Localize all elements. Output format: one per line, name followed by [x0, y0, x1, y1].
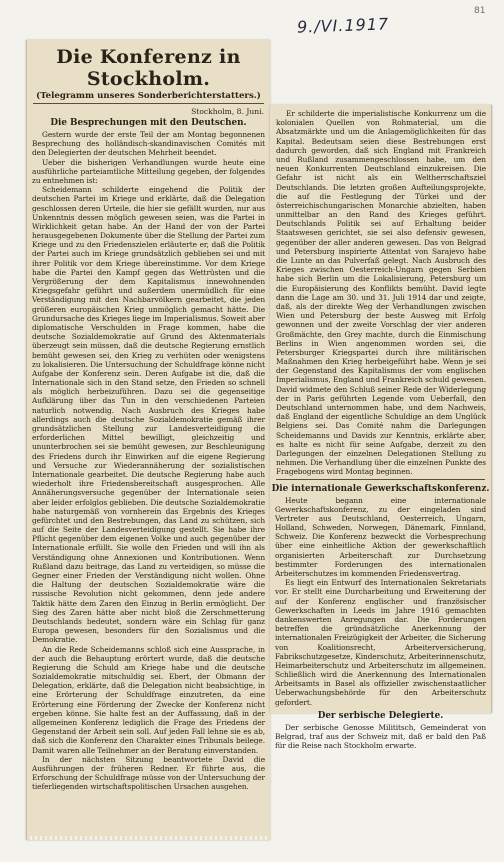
right-article-body: [270, 105, 491, 477]
clipping-left-column: [26, 40, 270, 840]
dateline: Stockholm, 8. Juni.: [191, 107, 264, 116]
torn-edge: [27, 836, 270, 840]
article-subtitle: (Telegramm unseres Sonderberichterstatters.): [36, 91, 261, 101]
paragraph: Es liegt ein Entwurf des Internationalen Sekretariats vor. Er stellt eine Durcharbeitung und Erweiterung der auf der Konferenz englischer und französischer Gewerkschaften in Leeds im Jahre 1916 gemachten dankenswerten Anregungen dar. Die Forderungen betreffen die gründsätzliche Anerkennung der internationalen Freizügigkeit der Arbeiter, die Sicherung von Koalitionsrecht, Arbeiterversicherung, Fabrikschutzgesetze, Kinderschutz, Arbeiterinnenschutz, Heimarbeiterschutz und Arbeiterschutz im allgemeinen. Schließlich wird die Anerkennung des Internationalen Arbeitsamts in Basel als offizieller zwischenstaatlicher Ueberwachungsbehörde für den Arbeiterschutz gefordert.: [275, 578, 486, 707]
paragraph: Ueber die bisherigen Verhandlungen wurde heute eine ausführliche parteiamtliche Mitteilung gegeben, der folgendes zu entnehmen ist:: [32, 157, 265, 185]
paragraph: Der serbische Genosse Milititsch, Gemeinderat von Belgrad, traf aus der Schweiz mit, daß er bald den Paß für die Reise nach Stockholm erwarte.: [275, 722, 486, 751]
paragraph: Scheidemann schilderte eingehend die Politik der deutschen Partei im Kriege und erklärte, daß die Delegation geschlossen deren Urteile, die hier sie gefällt wurden, nur aus Unkenntnis dessen möglich gewesen seien, was die Partei in Wirklichkeit getan habe. An der Hand der von der Partei herausgegebenen Dokumente über die Stellung der Partei zum Kriege und zu den Friedenszielen erläuterte er, daß die Politik der Partei auch im Kriege grundsätzlich geblieben sei und mit ihrer Politik vor dem Kriege übereinstimme. Vor dem Kriege habe die Partei den Kampf gegen das Wettrüsten und die Vergrößerung der dem Kapitalismus innewohnenden Kriegsgefahr geführt und außerdem unermüdlich für eine Verständigung mit den Nachbarvölkern gearbeitet, die jeden größeren europäischen Krieg unmöglich gemacht hätte. Die Grundursache des Krieges liege im Imperialismus. Soweit aber diplomatische Verschulden in Frage kommen, habe die deutsche Sozialdemokratie auf Grund des Aktenmaterials überzeugt sein müssen, daß die deutsche Regierung ernstlich bemüht gewesen sei, den Krieg zu verhüten oder wenigstens zu lokalisieren. Die Untersuchung der Schuldfrage könne nicht Aufgabe der Konferenz sein. Deren Aufgabe ist die, daß die Internationale sich in den Stand setze, den Frieden so schnell als möglich herbeizuführen. Dazu sei die gegenseitige Aufklärung über das Tun in den verschiedenen Parteien naturlich notwendig. Nach Ausbruch des Krieges habe allerdings auch die deutsche Sozialdemokratie gemäß ihrer grundsätzlichen Stellung zur Landesverteidigung die erforderlichen Mittel bewilligt, gleichzeitig und ununterbrochen sei sie bemüht gewesen, zur Beschleunigung des Friedens durch ihr Einwirken auf die eigene Regierung und Versuche zur Wiederannäherung der sozialistischen Internationale gearbeitet. Die deutsche Regierung habe auch wiederholt ihre Friedensbereitschaft ausgesprochen. Alle Annäherungsversuche gegenüber der Internationale seien aber leider erfolglos geblieben. Die deutsche Sozialdemokratie habe naturgemäß von vornherein das Ergebnis des Krieges gefürchtet und den Bestrebungen, das Land zu schützen, sich auf die Seite der Landesverteidigung gestellt. Sie habe ihre Pflicht gegenüber dem eigenen Volke und auch gegenüber der Internationale erfüllt. Sie wolle den Frieden und will ihn als Verständigung ohne Annexionen und Kontributionen. Wenn Rußland dazu beitrage, das Land zu verteidigen, so müsse die Gegner einer Frieden der Verständigung nicht wollen. Ohne die Haltung der deutschen Sozialdemokratie wäre die russische Revolution nicht gekommen, denn jede andere Taktik hätte dem Zaren den Einzug in Berlin ermöglicht. Der Sieg des Zaren hätte aber nicht bloß die Zerschmetterung Deutschlands bedeutet, sondern wäre ein Schlag für ganz Europa gewesen, besonders für den Sozialismus und die Demokratie.: [32, 185, 265, 645]
handwritten-date-annotation: 9./VI.1917: [296, 14, 390, 37]
gewerkschaft-body: [270, 496, 491, 707]
paragraph: Gestern wurde der erste Teil der am Montag begonnenen Besprechung des holländisch-skandinavischen Comités mit den Delegierten der deutschen Mehrheit beendet.: [32, 130, 265, 158]
divider: [33, 103, 264, 104]
article-title: Die Konferenz in Stockholm.: [56, 46, 241, 90]
paragraph: Er schilderte die imperialistische Konkurrenz um die kolonialen Quellen von Rohmaterial, um die Absatzmärkte und um die Anlagemöglichkeiten für das Kapital. Bedeutsam seien diese Bestrebungen erst dadurch geworden, daß sich England mit Frankreich und Rußland zusammengeschlossen habe, um den neuen Konkurrenten Deutschland einzukreisen. Die Gefahr ist nicht als ein Weltherrschaftsziel Deutschlands. Die letzten großen Aufteilungsprojekte, die auf die Festlegung der Türkei und der österreichischungarischen Monarchie abzielten, haben unmittelbar an den Rand des Krieges geführt. Deutschlands Politik sei auf Erhaltung beider Staatswesen gerichtet, sie sei also defensiv gewesen, gegenüber der aller anderen gewesen. Das von Belgrad und Petersburg inspirierte Attentat von Sarajevo habe die Lunte an das Pulverfaß gelegt. Nach Ausbruch des Krieges zwischen Oesterreich-Ungarn gegen Serbien habe sich Berlin um die Lokalisierung, Petersburg um die Europäisierung des Konflikts bemüht. David legte dann die Lage am 30. und 31. Juli 1914 dar und zeigte, daß, als der direkte Weg der Verhandlungen zwischen Wien und Petersburg der beste Ausweg mit Erfolg gewonnen und der zweite Vorschlag der vier anderen Großmächte, den Grey machte, durch die Einmischung Berlins in Wien angenommen worden sei, die Petersburger Kriegspartei durch ihre militärischen Maßnahmen den Krieg herbeigeführt habe. Wenn je sei der Gegenstand des Kapitalismus der vom englischen Imperialismus, England und Frankreich schuld gewesen. David widmete den Schluß seiner Rede der Widerlegung der in Paris geführten Legende vom Ueberfall, den Deutschland unternommen habe, und dem Nachweis, daß England der eigentliche Schuldige an dem Unglück Belgiens sei. Das Comité nahm die Darlegungen Scheidemanns und Davids zur Kenntnis, erklärte aber, es halte es nicht für seine Aufgabe, derzeit zu den Darlegungen der einzelnen Delegationen Stellung zu nehmen. Die Verhandlung über die einzelnen Punkte des Fragebogens wird Montag beginnen.: [276, 109, 486, 477]
serbisch-body: [270, 723, 491, 751]
section-heading-gewerkschaft: Die internationale Gewerkschaftskonferenz.: [271, 483, 490, 494]
section-heading-deutschen: Die Besprechungen mit den Deutschen.: [50, 118, 247, 128]
section-heading-serbisch: Der serbische Delegierte.: [317, 710, 444, 721]
paragraph: An die Rede Scheidemanns schloß sich eine Aussprache, in der auch die Behauptung erörtert wurde, daß die deutsche Regierung die Schuld am Kriege habe und die deutsche Sozialdemokratie mitschuldig sei. Ebert, der Obmann der Delegation, erklärte, daß die Delegation nicht beabsichtige, in eine Erörterung der Schuldfrage einzutreten, da eine Erörterung eine Förderung der Zwecke der Konferenz nicht ergeben könne. Sie halte fest an der Auffassung, daß in der allgemeinen Konferenz lediglich die Frage des Friedens der Gegenstand der Arbeit sein soll. Auf jeden Fall lehne sie es ab, daß sich die Konferenz den Charakter eines Tribunals beilege. Damit waren alle Teilnehmer an der Beratung einverstanden.: [32, 644, 265, 755]
left-article-body: [27, 130, 270, 792]
clipping-right-column: [270, 105, 492, 751]
divider: [276, 479, 485, 480]
page-number: 81: [474, 6, 486, 16]
paragraph: In der nächsten Sitzung beantwortete David die Ausführungen der früheren Redner. Er führte aus, die Erforschung der Schuldfrage müsse von der Untersuchung der tieferliegenden wirtschaftspolitischen Ursachen ausgehen.: [32, 754, 265, 792]
paragraph: Heute begann eine internationale Gewerkschaftskonferenz, zu der eingeladen sind Vertreter aus Deutschland, Oesterreich, Ungarn, Holland, Schweden, Norwegen, Dänemark, Finnland, Schweiz. Die Konferenz bezweckt die Vorbesprechung über eine einheitliche Aktion der gewerkschaftlich organisierten Arbeiterschaft zur Durchsetzung bestimmter Forderungen des internationalen Arbeiterschutzes im kommenden Friedensvertrag.: [275, 495, 486, 578]
